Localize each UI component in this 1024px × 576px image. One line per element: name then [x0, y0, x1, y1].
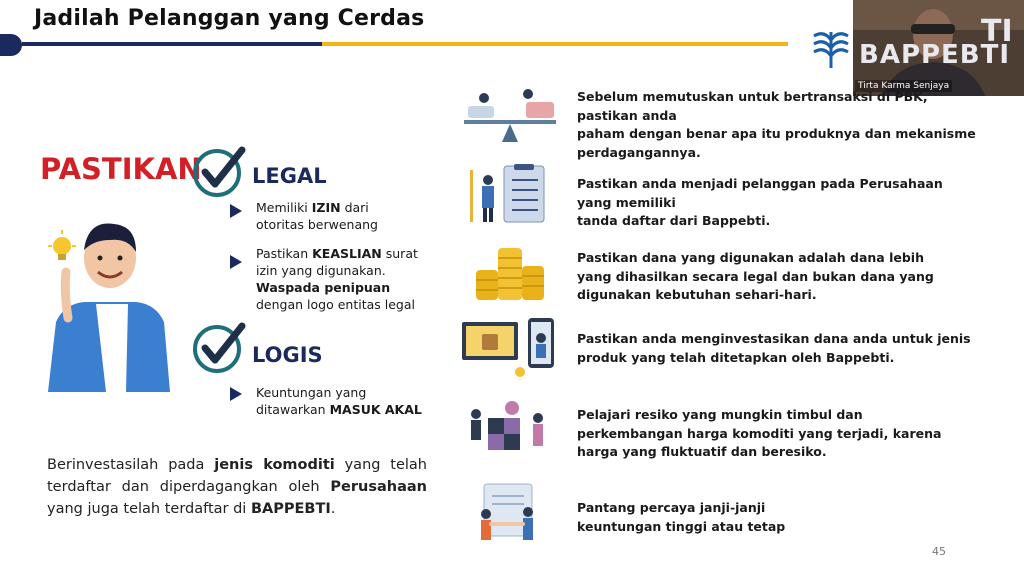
balance-scale-icon [458, 84, 562, 148]
participant-name: Tirta Karma Senjaya [855, 80, 952, 92]
tip-2-line-1: Pastikan anda menjadi pelanggan pada Perusahaan yang memiliki [577, 176, 943, 210]
tip-1-line-3: perdagangannya. [577, 144, 701, 160]
legal-point-2-pre: Pastikan [256, 246, 313, 261]
tip-6-line-1: Pantang percaya janji-janji [577, 500, 766, 515]
risk-puzzle-icon [458, 394, 562, 458]
bullet-arrow-icon [228, 254, 244, 270]
logis-point-keuntungan [256, 384, 422, 418]
closing-statement [47, 454, 427, 520]
lightbulb-icon [48, 230, 76, 260]
slide-title: Jadilah Pelanggan yang Cerdas [34, 6, 425, 31]
tip-2-text [577, 175, 977, 231]
tip-5-line-2: perkembangan harga komoditi yang terjadi, karena [577, 425, 942, 441]
legal-point-1-pre: Memiliki [256, 200, 312, 215]
tip-5-text [577, 406, 977, 462]
gold-coins-icon [458, 240, 562, 304]
page-number: 45 [932, 545, 946, 558]
legal-point-2-warning: Waspada penipuan [256, 280, 391, 295]
legal-point-1-line2: otoritas berwenang [256, 217, 378, 232]
logis-heading: LOGIS [252, 343, 323, 367]
bappebti-logo-icon [808, 26, 854, 72]
legal-point-1-bold: IZIN [311, 200, 341, 215]
bullet-arrow-icon [228, 386, 244, 402]
tip-5-line-1: Pelajari resiko yang mungkin timbul dan [577, 407, 863, 422]
title-underline-yellow [322, 42, 788, 46]
tip-3-line-2: yang dihasilkan secara legal dan bukan dana yang [577, 268, 934, 284]
closing-text-4: . [330, 501, 336, 517]
closing-bold-3: BAPPEBTI [250, 501, 331, 517]
video-participant-tile[interactable] [853, 0, 1024, 96]
legal-point-2-line3: dengan logo entitas legal [256, 297, 415, 312]
tip-1-text [577, 88, 977, 162]
product-display-icon [458, 316, 562, 380]
tip-2-line-2: tanda daftar dari Bappebti. [577, 213, 771, 228]
tip-4-line-2: produk yang telah ditetapkan oleh Bappebti. [577, 349, 895, 365]
closing-text-2: yang telah terdaftar dan diperdagangkan oleh [47, 457, 427, 495]
pastikan-heading: PASTIKAN [40, 152, 202, 186]
logis-point-1-line2-bold: MASUK AKAL [329, 402, 422, 417]
tip-3-text [577, 249, 977, 305]
tip-1-line-2: paham dengan benar apa itu produknya dan mekanisme [577, 126, 976, 141]
tip-4-line-1: Pastikan anda menginvestasikan dana anda untuk jenis [577, 331, 971, 346]
legal-point-2-post: surat [381, 246, 418, 261]
legal-point-2-bold: KEASLIAN [312, 246, 382, 261]
legal-point-2-line2: izin yang digunakan. [256, 263, 386, 278]
bullet-arrow-icon [228, 203, 244, 219]
title-bar-cap [0, 34, 22, 56]
legal-point-izin [256, 199, 378, 233]
closing-text-1: Berinvestasilah pada [47, 457, 215, 473]
tip-3-line-1: Pastikan dana yang digunakan adalah dana lebih [577, 250, 924, 265]
person-idea-illustration [44, 212, 174, 396]
tip-6-text [577, 499, 977, 536]
logis-check-icon [190, 318, 248, 376]
legal-heading: LEGAL [252, 164, 327, 188]
legal-check-icon [190, 142, 248, 200]
closing-bold-1: jenis komoditi [214, 457, 335, 473]
logis-point-1-line2-pre: ditawarkan [256, 402, 330, 417]
tip-3-line-3: digunakan kebutuhan sehari-hari. [577, 287, 817, 302]
tip-1-line-1: Sebelum memutuskan untuk bertransaksi di PBK, pastikan anda [577, 89, 928, 123]
video-background-text-right: TI [981, 14, 1013, 49]
closing-bold-2: Perusahaan [330, 479, 427, 495]
clipboard-checklist-icon [458, 162, 562, 226]
tip-5-line-3: harga yang fluktuatif dan beresiko. [577, 444, 827, 459]
video-background-text: BAPPEBTI [859, 40, 1011, 70]
tip-4-text [577, 330, 977, 367]
legal-point-1-post: dari [340, 200, 369, 215]
tip-6-line-2: keuntungan tinggi atau tetap [577, 518, 786, 534]
handshake-contract-icon [458, 482, 562, 546]
logis-point-1-line1: Keuntungan yang [256, 385, 367, 400]
legal-point-keaslian [256, 245, 418, 313]
title-underline-blue [22, 42, 322, 46]
closing-text-3: yang juga telah terdaftar di [47, 501, 251, 517]
